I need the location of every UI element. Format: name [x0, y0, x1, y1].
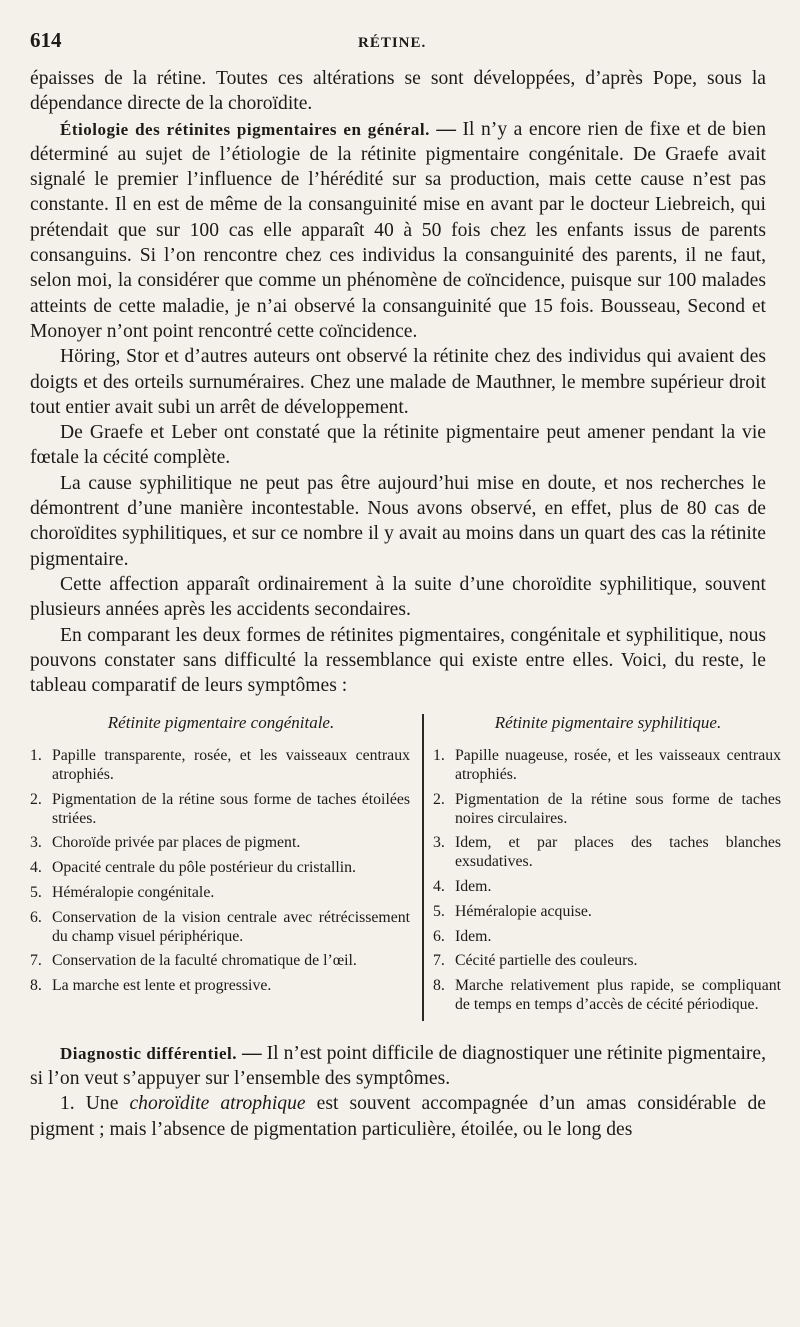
left-symptom-item: [30, 977, 412, 996]
etiology-text: Il n’y a encore rien de fixe et de bien déterminé au sujet de l’étiologie de la rétinite pigmentaire congénitale. De Graefe avait signalé le premier l’influence de l’hérédité sur sa production, mais cette cause n’est pas constante. Il en est de même de la consanguinité mise en avant par le docteur Liebreich, qui prétendait que sur 100 cas elle apparaît 40 à 50 fois chez les enfants issus de parents consanguins. Si l’on rencontre chez ces individus la consanguinité des parents, il ne faut, selon moi, la considérer que comme un phénomène de coïncidence, puisque sur 100 malades atteints de cette maladie, je n’ai observé la consanguinité que 15 fois. Bousseau, Second et Monoyer n’ont point rencontré cette coïncidence.: [30, 118, 766, 342]
symptom-number: 3.: [433, 834, 445, 852]
right-symptom-item: [433, 878, 783, 897]
paragraph-graefe-leber: De Graefe et Leber ont constaté que la rétinite pigmentaire peut amener pendant la vie fœtale la cécité complète.: [30, 422, 766, 469]
symptom-number: 2.: [433, 790, 445, 808]
page-number: 614: [30, 28, 62, 52]
item-emphasis: choroïdite atrophique: [129, 1093, 306, 1115]
symptom-number: 2.: [30, 790, 42, 808]
item-text: est souvent accompagnée d’un amas considérable de pigment ; mais l’absence de pigmentation particulière, étoilée, ou le long des: [30, 1093, 766, 1140]
symptom-text: Conservation de la faculté chromatique de l’œil.: [52, 952, 357, 970]
column-divider: [422, 714, 424, 1020]
paragraph-syphilitic-cause: La cause syphilitique ne peut pas être aujourd’hui mise en doute, et nos recherches le démontrent d’une manière incontestable. Nous avons observé, en effet, plus de 80 cas de choroïdites syphilitiques, et sur ce nombre il y avait au moins dans un quart des cas la rétinite pigmentaire.: [30, 472, 766, 570]
right-symptom-list: [433, 747, 783, 1015]
symptom-text: Conservation de la vision centrale avec rétrécissement du champ visuel périphérique.: [52, 908, 410, 945]
symptom-text: Opacité centrale du pôle postérieur du cristallin.: [52, 859, 356, 877]
left-column-header: Rétinite pigmentaire congénitale.: [107, 713, 335, 733]
symptom-text: Idem, et par places des taches blanches exsudatives.: [455, 834, 781, 871]
symptom-text: Papille nuageuse, rosée, et les vaisseaux centraux atrophiés.: [455, 747, 781, 784]
left-column: [30, 714, 412, 1020]
symptom-comparison-table: [30, 713, 781, 1020]
symptom-number: 7.: [30, 952, 42, 970]
left-symptom-item: [30, 884, 412, 903]
left-symptom-item: [30, 834, 412, 853]
symptom-number: 4.: [30, 859, 42, 877]
left-symptom-item: [30, 791, 412, 829]
paragraph-affection: Cette affection apparaît ordinairement à la suite d’une choroïdite syphilitique, souvent plusieurs années après les accidents secondaires.: [30, 573, 766, 621]
section-dash: —: [429, 118, 463, 140]
section-title-diagnostic: Diagnostic différentiel.: [60, 1043, 238, 1063]
paragraph-hoering: Höring, Stor et d’autres auteurs ont observé la rétinite chez des individus qui avaient des doigts et des orteils surnuméraires. Chez une malade de Mauthner, le membre supérieur droit tout entier avait subi un arrêt de développement.: [30, 346, 766, 418]
left-symptom-list: [30, 747, 412, 996]
symptom-number: 1.: [433, 747, 445, 765]
left-symptom-item: [30, 747, 412, 785]
symptom-text: Héméralopie congénitale.: [52, 884, 215, 901]
right-column-header: Rétinite pigmentaire syphilitique.: [494, 713, 722, 733]
right-column: [433, 714, 783, 1020]
symptom-number: 8.: [30, 977, 42, 995]
paragraph-etiology: [30, 117, 766, 345]
symptom-text: Idem.: [455, 927, 492, 945]
section-title-etiology: Étiologie des rétinites pigmentaires en général.: [60, 119, 430, 139]
symptom-number: 5.: [30, 884, 42, 901]
running-head: RÉTINE.: [358, 35, 427, 51]
symptom-text: Idem.: [455, 878, 492, 895]
page-header: [30, 28, 766, 58]
left-symptom-item: [30, 859, 412, 878]
body-text: [30, 66, 766, 698]
symptom-text: Pigmentation de la rétine sous forme de taches étoilées striées.: [52, 790, 410, 827]
symptom-text: Cécité partielle des couleurs.: [455, 952, 638, 970]
symptom-number: 6.: [30, 908, 42, 926]
paragraph-continuation: épaisses de la rétine. Toutes ces altérations se sont développées, d’après Pope, sous la dépendance directe de la choroïdite.: [30, 68, 766, 115]
symptom-text: La marche est lente et progressive.: [52, 977, 272, 995]
symptom-number: 3.: [30, 834, 42, 852]
symptom-text: Marche relativement plus rapide, se compliquant de temps en temps d’accès de cécité périodique.: [455, 977, 781, 1013]
diagnostic-text: Il n’est point difficile de diagnostiquer une rétinite pigmentaire, si l’on veut s’appuyer sur l’ensemble des symptômes.: [30, 1042, 767, 1090]
left-symptom-item: [30, 909, 412, 947]
right-symptom-item: [433, 791, 783, 829]
right-symptom-item: [433, 903, 783, 922]
symptom-number: 6.: [433, 927, 445, 945]
symptom-text: Héméralopie acquise.: [455, 902, 592, 920]
symptom-number: 7.: [433, 952, 445, 970]
symptom-text: Choroïde privée par places de pigment.: [52, 834, 301, 852]
section-dash: —: [237, 1042, 267, 1064]
right-symptom-item: [433, 834, 783, 872]
symptom-number: 5.: [433, 902, 445, 920]
right-symptom-item: [433, 747, 783, 785]
paragraph-diagnostic: [30, 1041, 766, 1092]
right-symptom-item: [433, 952, 783, 971]
paragraph-comparison-intro: En comparant les deux formes de rétinites pigmentaires, congénitale et syphilitique, nous pouvons constater sans difficulté la ressemblance qui existe entre elles. Voici, du reste, le tableau comparatif de leurs symptômes :: [30, 624, 766, 697]
item-number: 1. Une: [60, 1093, 130, 1115]
left-symptom-item: [30, 952, 412, 971]
right-symptom-item: [433, 977, 783, 1015]
symptom-number: 4.: [433, 878, 445, 895]
symptom-number: 1.: [30, 747, 42, 765]
paragraph-diagnostic-item-1: [30, 1091, 766, 1142]
symptom-text: Pigmentation de la rétine sous forme de taches noires circulaires.: [455, 790, 781, 827]
symptom-text: Papille transparente, rosée, et les vaisseaux centraux atrophiés.: [52, 747, 410, 784]
right-symptom-item: [433, 928, 783, 947]
diagnostic-section: [30, 1041, 766, 1142]
symptom-number: 8.: [433, 977, 445, 995]
